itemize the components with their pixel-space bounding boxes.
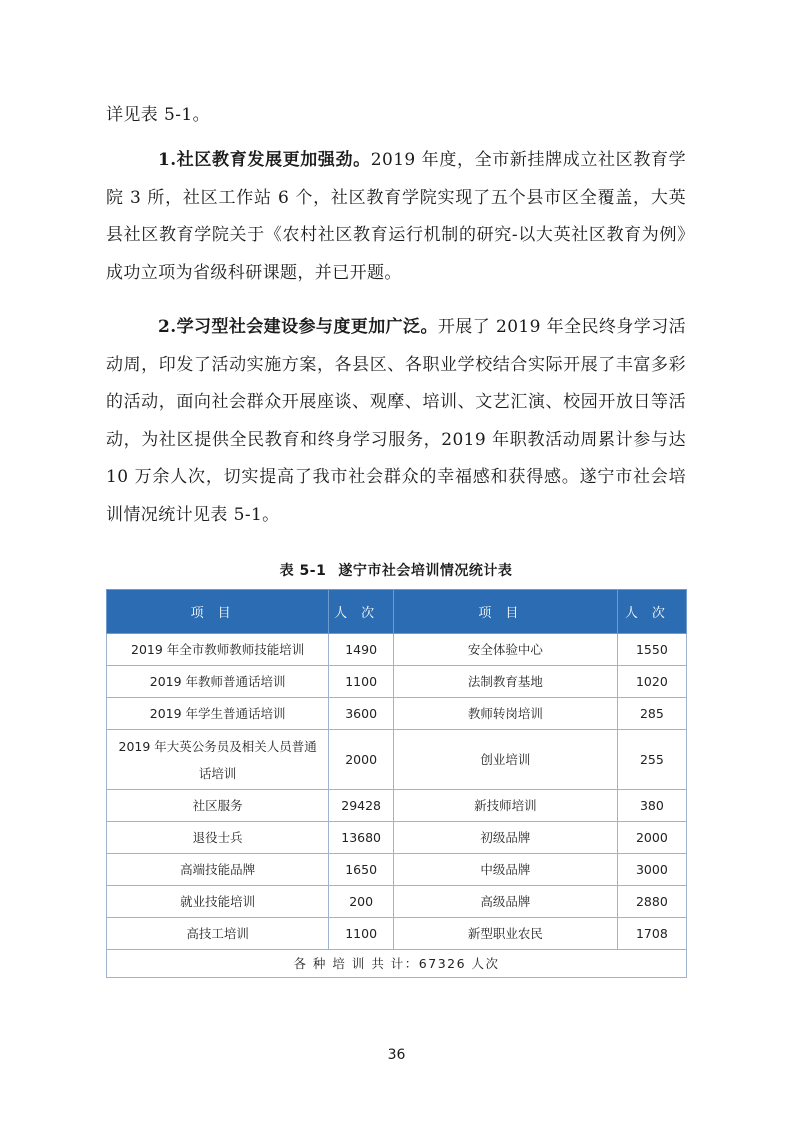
table-row bbox=[107, 854, 687, 886]
table-cell: 1020 bbox=[617, 666, 686, 698]
table-cell: 380 bbox=[617, 790, 686, 822]
table-row bbox=[107, 730, 687, 790]
table-header-row bbox=[107, 590, 687, 634]
table-cell: 2880 bbox=[617, 886, 686, 918]
table-row bbox=[107, 886, 687, 918]
table-cell: 1490 bbox=[329, 634, 394, 666]
table-cell: 创业培训 bbox=[393, 730, 617, 790]
table-cell: 退役士兵 bbox=[107, 822, 329, 854]
table-cell: 2019 年学生普通话培训 bbox=[107, 698, 329, 730]
section-body: 开展了 2019 年全民终身学习活动周，印发了活动实施方案，各县区、各职业学校结合实际开展了丰富多彩的活动，面向社会群众开展座谈、观摩、培训、文艺汇演、校园开放日等活动，为社区提供全民教育和终身学习服务，2019 年职教活动周累计参与达 10 万余人次，切实提高了我市社会群众的幸福感和获得感。遂宁市社会培训情况统计见表 5-1。 bbox=[106, 317, 687, 525]
table-cell: 社区服务 bbox=[107, 790, 329, 822]
table-row bbox=[107, 634, 687, 666]
table-cell: 2019 年全市教师教师技能培训 bbox=[107, 634, 329, 666]
table-cell: 高端技能品牌 bbox=[107, 854, 329, 886]
table-cell: 2019 年教师普通话培训 bbox=[107, 666, 329, 698]
table-cell: 3600 bbox=[329, 698, 394, 730]
table-cell: 安全体验中心 bbox=[393, 634, 617, 666]
table-cell: 3000 bbox=[617, 854, 686, 886]
table-cell: 初级品牌 bbox=[393, 822, 617, 854]
header-project: 项目 bbox=[107, 590, 329, 634]
table-cell: 1650 bbox=[329, 854, 394, 886]
table-cell: 教师转岗培训 bbox=[393, 698, 617, 730]
section-learning-society bbox=[106, 309, 686, 534]
table-cell: 高级品牌 bbox=[393, 886, 617, 918]
header-person-times: 人次 bbox=[617, 590, 686, 634]
table-cell: 2000 bbox=[617, 822, 686, 854]
table-cell: 就业技能培训 bbox=[107, 886, 329, 918]
header-project: 项目 bbox=[393, 590, 617, 634]
section-heading: 1.社区教育发展更加强劲。 bbox=[158, 150, 371, 170]
page-number: 36 bbox=[387, 1047, 406, 1063]
table-caption-title: 遂宁市社会培训情况统计表 bbox=[338, 563, 513, 579]
table-cell: 1708 bbox=[617, 918, 686, 950]
table-cell: 法制教育基地 bbox=[393, 666, 617, 698]
table-cell: 1100 bbox=[329, 918, 394, 950]
table-cell: 200 bbox=[329, 886, 394, 918]
table-caption-label: 表 5-1 bbox=[279, 563, 327, 579]
table-cell: 29428 bbox=[329, 790, 394, 822]
table-cell: 中级品牌 bbox=[393, 854, 617, 886]
table-row bbox=[107, 918, 687, 950]
table-cell: 新型职业农民 bbox=[393, 918, 617, 950]
section-body: 2019 年度，全市新挂牌成立社区教育学院 3 所，社区工作站 6 个，社区教育学院实现了五个县市区全覆盖，大英县社区教育学院关于《农村社区教育运行机制的研究-以大英社区教育为例》成功立项为省级科研课题，并已开题。 bbox=[106, 150, 686, 283]
table-cell: 1550 bbox=[617, 634, 686, 666]
section-heading: 2.学习型社会建设参与度更加广泛。 bbox=[158, 317, 438, 337]
table-cell: 新技师培训 bbox=[393, 790, 617, 822]
intro-line: 详见表 5-1。 bbox=[106, 105, 210, 125]
table-row bbox=[107, 666, 687, 698]
table-cell: 255 bbox=[617, 730, 686, 790]
table-row bbox=[107, 822, 687, 854]
section-community-education bbox=[106, 142, 686, 292]
table-cell: 2019 年大英公务员及相关人员普通话培训 bbox=[107, 730, 329, 790]
table-row bbox=[107, 790, 687, 822]
table-cell: 高技工培训 bbox=[107, 918, 329, 950]
table-cell: 1100 bbox=[329, 666, 394, 698]
table-total: 各 种 培 训 共 计：67326 人次 bbox=[107, 950, 687, 978]
table-total-row bbox=[107, 950, 687, 978]
header-person-times: 人次 bbox=[329, 590, 394, 634]
table-caption bbox=[106, 560, 686, 580]
table-cell: 13680 bbox=[329, 822, 394, 854]
training-stats-table bbox=[106, 589, 687, 978]
table-row bbox=[107, 698, 687, 730]
table-cell: 2000 bbox=[329, 730, 394, 790]
table-cell: 285 bbox=[617, 698, 686, 730]
